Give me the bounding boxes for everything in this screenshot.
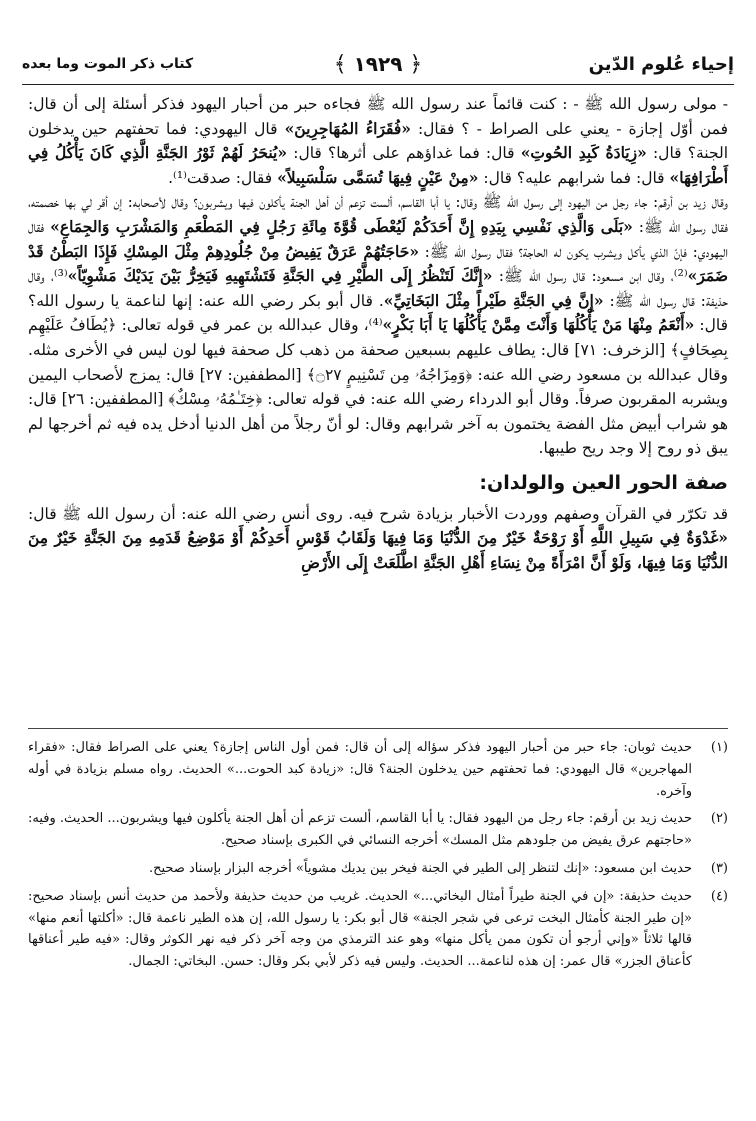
- ornament-right-icon: ﴾: [333, 52, 347, 77]
- hadith-quote: «أَنْعَمُ مِنْهَا مَنْ يَأْكُلُهَا وَأَنْتَ مِمَّنْ يَأْكُلُهَا يَا أَبَا بَكْرٍ»: [382, 315, 695, 335]
- text-run: قال: فما شرابهم عليه؟ قال:: [478, 168, 670, 187]
- text-run: . قال أبو بكر رضي الله عنه: إنها لناعمة يا رسول الله؟ قال:: [28, 291, 729, 335]
- text-run: ⁽⁴⁾، وقال عبدالله بن عمر في قوله تعالى: ﴿يُطَافُ عَلَيْهِم بِصِحَافٍ﴾ [الزخرف: ٧١] قال: يطاف عليهم بسبعين صحفة من ذهب كل صحفة فيها لون ليس في الأخرى مثله. وقال عبدالله بن مسعود رضي الله عنه: ﴿وَمِزَاجُهُۥ مِن تَسْنِيمٍ ۝٢٧﴾ [المطففين: ٢٧] قال: يمزج لأصحاب اليمين ويشربه المقربون صرفاً. وقال أبو الدرداء رضي الله عنه: في قوله تعالى: ﴿خِتَـٰمُهُۥ مِسْكٌ﴾ [المطففين: ٢٦] قال: هو شراب أبيض مثل الفضة يختمون به آخر شرابهم وقال: لو أنّ رجلاً من أهل الدنيا أدخل يده فيه ثم أخرجها لم يبق ذو روح إلا وجد ريح طيبها.: [28, 316, 729, 458]
- header-rule: [22, 84, 734, 85]
- section-heading: صفة الحور العين والولدان:: [479, 471, 728, 494]
- hadith-quote: «فُقَرَاءُ المُهَاجِرِينَ»: [284, 118, 411, 138]
- footnote: [28, 858, 728, 880]
- text-run: - مولى رسول الله ﷺ - : كنت قائماً عند رسول الله ﷺ فجاءه حبر من أحبار اليهود فذكر أسئلة إلى أن قال: فمن أوّل إجازة - يعني على الصراط - ؟ فقال:: [28, 95, 728, 138]
- paragraph-2: [28, 190, 728, 461]
- text-run: قال اليهودي: فما تحفتهم حين يدخلون الجنة؟ قال:: [28, 119, 728, 163]
- footnote-text: حديث حذيفة: «إن في الجنة طيراً أمثال البخاتي...» الحديث. غريب من حديث حذيفة ولأحمد من حديث أنس بإسناد صحيح: «إن طير الجنة كأمثال البخت ترعى في شجر الجنة» قال أبو بكر: يا رسول الله، إن هذه الطير ناعمة قال: «أكلتها أنعم منها» قالها ثلاثاً «وإني أرجو أن تكون ممن يأكل منها» وهو عند الترمذي من وجه آخر ذكر فيه نهر الكوثر وقال: «فيه طير أعناقها كأعناق الجزر» قال عمر: إن هذه لناعمة... الحديث. وليس فيه ذكر لأبي بكر وقال: حسن. البخاتي: الجمال.: [28, 888, 692, 970]
- book-title: إحياء عُلوم الدّين: [588, 54, 734, 75]
- footnote-text: حديث ثوبان: جاء حبر من أحبار اليهود فذكر سؤاله إلى أن قال: فمن أول الناس إجازة؟ يعني على الصراط فقال: «فقراء المهاجرين» قال اليهودي: فما تحفتهم حين يدخلون الجنة؟ قال: «زيادة كبد الحوت...» الحديث. رواه مسلم بزيادة في أوله وآخره.: [28, 740, 692, 799]
- text-run: وقال زيد بن أرقم: جاء رجل من اليهود إلى رسول الله ﷺ وقال: يا أبا القاسم، ألست تزعم أن أهل الجنة يأكلون فيها ويشربون؟ وقال لأصحابه: إن أقر لي بها خصمته، فقال رسول الله ﷺ:: [28, 193, 728, 236]
- section-running-title: كتاب ذكر الموت وما بعده: [22, 56, 194, 72]
- hadith-quote: «غَدْوَةٌ فِي سَبِيلِ اللَّهِ أَوْ رَوْحَةٌ خَيْرٌ مِنَ الدُّنْيَا وَمَا فِيهَا وَلَقَابُ قَوْسِ أَحَدِكُمْ أَوْ مَوْضِعُ قَدَمِهِ مِنَ الجَنَّةِ خَيْرٌ مِنَ الدُّنْيَا وَمَا فِيهَا، وَلَوْ أَنَّ امْرَأَةً مِنْ نِسَاءِ أَهْلِ الجَنَّةِ اطَّلَعَتْ إِلَى الأَرْضِ: [28, 528, 728, 572]
- text-run: ⁽³⁾، وقال حذيفة: قال رسول الله ﷺ:: [28, 267, 729, 310]
- page-number-group: [334, 52, 423, 77]
- text-run: قال: فما غداؤهم على أثرها؟ قال:: [287, 144, 521, 163]
- text-run: قد تكرّر في القرآن وصفهم ووردت الأخبار بزيادة شرح فيه. روى أنس رضي الله عنه: أن رسول الله ﷺ قال:: [28, 504, 728, 523]
- main-text: [28, 92, 728, 575]
- page-number: ١٩٢٩: [353, 52, 403, 76]
- hadith-quote: «زِيَادَةُ كَبِدِ الحُوتِ»: [520, 143, 647, 163]
- footnote-number: (٢): [710, 811, 728, 827]
- footnote-number: (١): [710, 740, 728, 755]
- footnote: [28, 808, 728, 852]
- footnote-text: حديث زيد بن أرقم: جاء رجل من اليهود فقال: يا أبا القاسم، ألست تزعم أن أهل الجنة يأكلون فيها ويشربون... الحديث. وفيه: «حاجتهم عرق يفيض من جلودهم مثل المسك» أخرجه النسائي في الكبرى بإسناد صحيح.: [28, 811, 693, 849]
- footnote: [28, 886, 728, 973]
- hadith-quote: «بَلَى وَالَّذِي نَفْسِي بِيَدِهِ إِنَّ أَحَدَكُمْ لَيُعْطَى قُوَّةَ مِائَةِ رَجُلٍ فِي المَطْعَمِ وَالمَشْرَبِ وَالجِمَاعِ»: [50, 216, 633, 236]
- hadith-quote: «إِنَّ فِي الجَنَّةِ طَيْراً مِثْلَ البَخَاتِيِّ»: [383, 290, 604, 310]
- footnotes: [28, 728, 728, 979]
- footnote-text: حديث ابن مسعود: «إنك لتنظر إلى الطير في الجنة فيخر بين يديك مشوياً» أخرجه البزار بإسناد صحيح.: [148, 860, 692, 876]
- footnote: [28, 737, 728, 802]
- text-run: فقال: صدقت⁽¹⁾.: [168, 168, 278, 187]
- text-run: فقال اليهودي: فإنّ الذي يأكل ويشرب يكون له الحاجة؟ فقال رسول الله ﷺ:: [28, 217, 728, 261]
- ornament-left-icon: ﴿: [409, 52, 423, 77]
- hadith-quote: «يُنحَرُ لَهُمْ ثَوْرُ الجَنَّةِ الَّذِي كَانَ يَأْكُلُ فِي أَطْرَافِهَا»: [28, 143, 728, 187]
- text-run: ⁽²⁾، وقال ابن مسعود: قال رسول الله ﷺ:: [492, 267, 688, 286]
- hadith-quote: «حَاجَتُهُمْ عَرَقٌ يَفِيضُ مِنْ جُلُودِهِمْ مِثْلَ المِسْكِ فَإِذَا البَطْنُ قَدْ ضَمَرَ»: [28, 241, 728, 286]
- paragraph-1: [28, 92, 728, 190]
- footnote-number: (٤): [710, 888, 728, 904]
- hadith-quote: «إِنَّكَ لَتَنْظُرُ إِلَى الطَّيْرِ فِي الجَنَّةِ فَتَشْتَهِيهِ فَيَخِرُّ بَيْنَ يَدَيْكَ مَشْوِيّاً»: [67, 266, 493, 286]
- footnote-number: (٣): [710, 860, 728, 876]
- hadith-quote: «مِنْ عَيْنٍ فِيهَا تُسَمَّى سَلْسَبِيلاً»: [277, 167, 479, 187]
- paragraph-3: [28, 502, 728, 576]
